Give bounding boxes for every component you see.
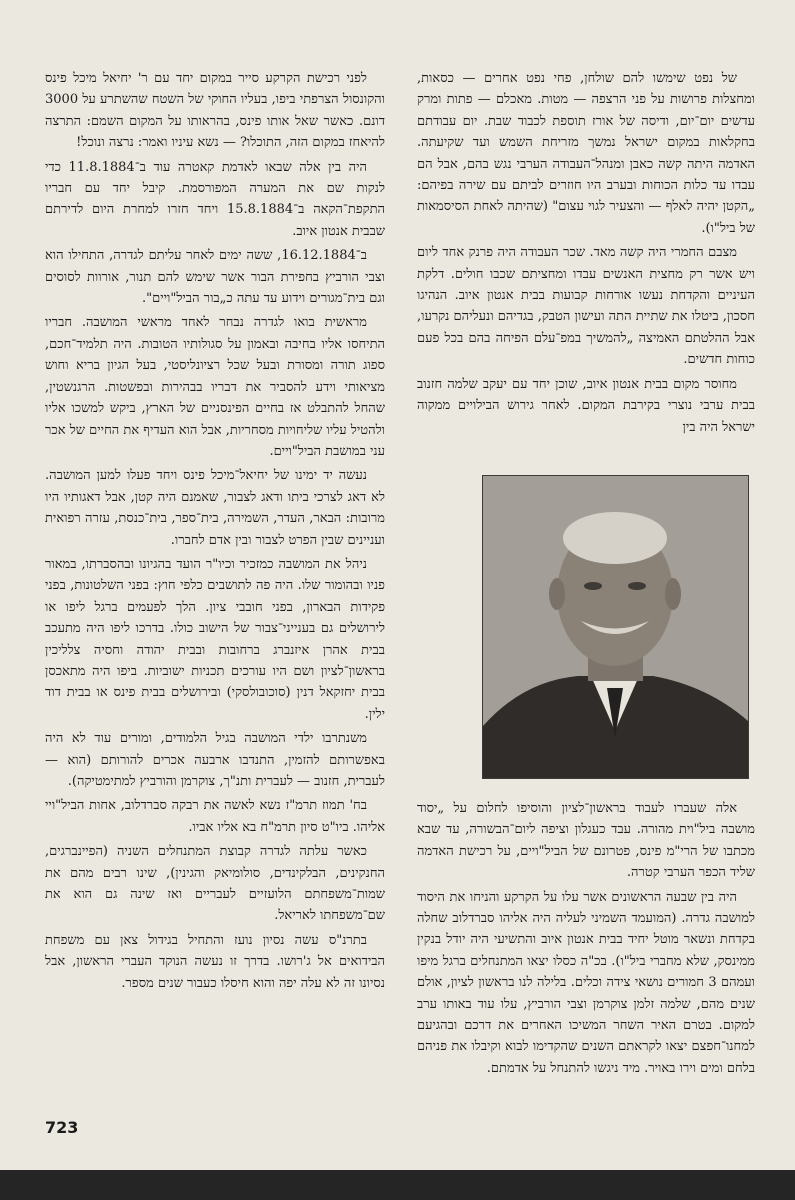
portrait-photo bbox=[482, 475, 749, 779]
paragraph: נעשה יד ימינו של יחיאל־מיכל פינס ויחד פעלו למען המושבה. לא דאג לצרכי ביתו ודאג לצבור, שאמנם היה קטן, אבל דאגותיו היו מרובות: הבאר, העדר, השמירה, בית־ספר, בית־כנסת, עזרה רפואית ועניינים שבין הפרט לצבור ובין אדם לחברו. bbox=[45, 468, 385, 548]
paragraph: ב־16.12.1884, ששה ימים לאחר עליתם לגדרה, התחילו הוא וצבי הורביץ בחפירת הבור אשר שימש להם תנור, אורוות לסוסים וגם בית־מגורים וידוע עד עתה כ„בור הביל"ויים". bbox=[45, 248, 385, 307]
paragraph: בח' תמוז תרמ"ז נשא לאשה את רבקה סברדלוב, אחות הביל"ויי אליהו. ביו"ט סיון תרמ"ח בא אליו אביו. bbox=[45, 798, 385, 835]
paragraph: מחוסר מקום בבית אנטון איוב, שוכן יחד עם יעקב שלמה חזנוב בבית ערבי נוצרי בקירבת המקום. לאחר גירוש הבילויים ממקוה ישראל היה בין bbox=[417, 376, 755, 435]
scan-border bbox=[0, 1170, 795, 1200]
paragraph: בתרנ"ס עשה נסיון נועז והתחיל בגידול צאן עם משפחת הבידואים אל ג'רושו. בדרך זו נעשה הנוקד העברי הראשון, אבל נסיונו זה לא עלה יפה והוא חיסלו כעבור שנים מספר. bbox=[45, 932, 385, 991]
paragraph: של נפט שימשו להם שולחן, פחי נפט אחרים — כסאות, ומחצלות פרושות על פני הרצפה — מטות. מאכלם — פתות ומרק עדשים יום־יום, ודיסה של אורז תוספת לכבוד שבת. יום עבודתם בחקלאות במקום ישראל נמשך מזריחת השמש ועד שקיעתה. האדמה היתה קשה כאבן ומנהל־העבודה הערבי נגש בהם, אבל הם עבדו עד כלות הכוחות ובערב היו חוזרים לביתם עם שירה בפיהם: „הקטן יהיה לאלף — והצעיר לגוי עצום" (שהיתה לאחת הסיסמאות של ביל"ו). bbox=[417, 71, 755, 236]
paragraph: היה בין אלה שבאו לאדמת קאטרה עוד ב־11.8.1884 כדי לנקות שם את המערה המפורסמת. קיבל יחד עם חבריו התקפת־הקאה ב־15.8.1884 ויחד חזרו למחרת היום לדירתם שבבית אנטון איוב. bbox=[45, 159, 385, 239]
paragraph: כאשר עלתה לגדרה קבוצת המתנחלים השניה (הפיינברגים, החנקינים, הבלקינדים, סולומיאק והגינין), שינו רבים מהם את שמות־משפחתם הלועזיים לעבריים ואז שינה גם הוא את שם־משפחתו לאריאל. bbox=[45, 844, 385, 924]
paragraph: אלה שעברו לעבוד בראשון־לציון והוסיפו לחלום על „יסוד מושבה ביל"וית מהורה. עבד כעגלון וציפה ליום־הבשורה, עד שבא מכתבו של הרי"מ פינס, פטרונם של הביל"ויים, על רכישת האדמה שליד הכפר הערבי קטרה. bbox=[417, 801, 755, 881]
right-column-bottom bbox=[417, 798, 755, 1098]
paragraph: היה בין שבעה הראשונים אשר עלו על הקרקע והניחו את היסוד למושבה גדרה. (המועמד השמיני לעליה היה אליהו סברדלוב שחלה בקדחת ונשאר מוטל יחיד בבית אנטון איוב והתשיעי היה יודל בנקין ממינסק, שלא מחברי ביל"ו). בכ"ה כסלו יצאו המתנחלים ברגל מיפו ועמהם 3 חמורים נושאי צידה וכלים. בלילה לנו בראשון לציון, אולם שנים מהם, שלמה זלמן צוקרמן וצבי הורביץ, עלו עוד באותו ערב למקום. בטרם האיר השחר המשיכו האחרים את דרכם ובהגיעם למחנו־חפצם יצאו לקראתם השנים שהקדימו לבוא וקיבלו את פניהם בלחם ומים וירו באויר. מיד ניגשו להתנחל על אדמתם. bbox=[417, 889, 755, 1076]
paragraph: משנתרבו ילדי המושבה בגיל הלמודים, ומורים עוד לא היה באפשרותם להזמין, התנדבו ארבעה אכרים להורותם (הוא — לעברית, חזנוב — לעברית ותנ"ך, צוקרמן והורביץ למתימטיקה). bbox=[45, 731, 385, 789]
paragraph: מראשית בואו לגדרה נבחר לאחד מראשי המושבה. חבריו התיחסו אליו בחיבה ובאמון על סגולותיו הטובות. היה תלמיד־חכם, ספוג תורה ומסורת ובעל שכל רציונליסטי, בעל הגיון בריא וחוש מציאותי וידע להסביר את דבריו בבהירות ובפשטות. הרגנשטין, שהחל להתבלט אז בחיים הפינסניים של הארץ, ביקש למשכו אליו ולהטיל עליו שליחויות מסחריות, אבל הוא העדיף את החיים של אכר עני במושבת הביל"ויים. bbox=[45, 315, 385, 459]
paragraph: מצבם החמרי היה קשה מאד. שכר העבודה היה פרנק אחד ליום ויש אשר רק מחצית האנשים עבדו ומחציתם שכבו חולים. דלקת העיניים והקדחת נעשו אורחות קבועות בבית אנטון איוב. הנהיגו חסכון, ביטלו את שתיית התה ועישון הטבק, בגדיהם ונעליהם נקרעו, אבל ההלטתם האמיצה „להמשיך במפ־עלם הפיחה בהם בכל פעם כוחות חדשים. bbox=[417, 245, 755, 368]
left-column bbox=[45, 68, 385, 1098]
page-number: 723 bbox=[45, 1118, 79, 1137]
paragraph: ניהל את המושבה כמזכיר וכיו"ר הועד בהגיונו ובהסברתו, במאור פניו ובהומור שלו. היה פה לתושבים כלפי חוץ: בפני השלטונות, בפני פקידות הבארון, בפני חובבי ציון. הלך לפעמים ברגל ליפו או לירושלים גם בענייני־צבור של הישוב כולו. בדרכו ליפו היה מתעכב בבית אהרן איזנברג ברחובות ובבית יהודה וחסיה צלליכין בראשון־לציון ושם היו עורכים תכניות ישוביות. ביפו היה מתאכסן בבית יחזקאל דנין (סוכובולסקי) ובירושלים בבית פינס או בבית דוד ילין. bbox=[45, 556, 385, 722]
paragraph: לפני רכישת הקרקע סייר במקום יחד עם ר' יחיאל מיכל פינס והקונסול הצרפתי ביפו, בעליו החוקי של השטח שהשתרע על 3000 דונם. כאשר שאל אותו פינס, בהראותו על המקום השמם: התרצה להיאחז במקום הזה, התוכלו? — נשא עיניו ואמר: נרצה ונוכל! bbox=[45, 71, 385, 151]
right-column bbox=[417, 68, 755, 463]
